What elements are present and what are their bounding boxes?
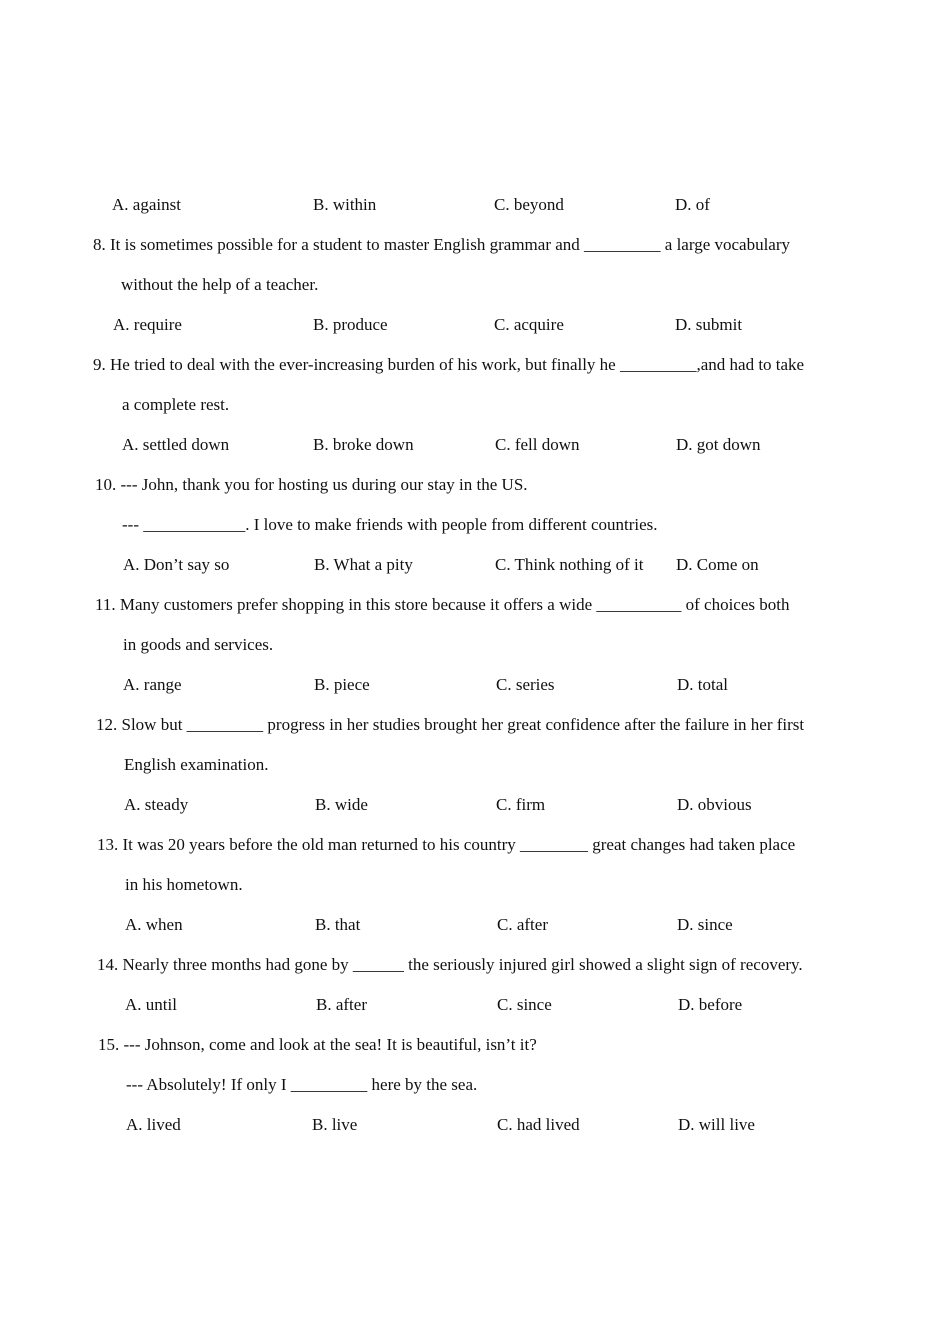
q14-stem: 14. Nearly three months had gone by ______ the seriously injured girl showed a slight sign of recovery.	[97, 955, 803, 974]
q11-option-a: A. range	[123, 675, 182, 694]
q13-option-b: B. that	[315, 915, 361, 934]
q13-option-c: C. after	[497, 915, 548, 934]
q13-stem: 13. It was 20 years before the old man returned to his country ________ great changes had taken place	[97, 835, 796, 854]
q8-stem-continued: without the help of a teacher.	[121, 275, 319, 294]
q14-option-b: B. after	[316, 995, 367, 1014]
q15-stem-continued: --- Absolutely! If only I _________ here by the sea.	[126, 1075, 478, 1094]
q15-option-b: B. live	[312, 1115, 358, 1134]
q10-stem-continued: --- ____________. I love to make friends with people from different countries.	[122, 515, 658, 534]
q12-stem-continued: English examination.	[124, 755, 269, 774]
q15-stem: 15. --- Johnson, come and look at the sea! It is beautiful, isn’t it?	[98, 1035, 537, 1054]
q9-stem: 9. He tried to deal with the ever-increasing burden of his work, but finally he _________,and had to take	[93, 355, 805, 374]
q8-stem: 8. It is sometimes possible for a student to master English grammar and _________ a large vocabulary	[93, 235, 791, 254]
q10-options	[0, 555, 950, 575]
q12-option-d: D. obvious	[677, 795, 752, 814]
q14-options	[0, 995, 950, 1015]
q7-option-b: B. within	[313, 195, 377, 214]
q8-options	[0, 315, 950, 335]
q7-option-a: A. against	[112, 195, 181, 214]
q7-option-d: D. of	[675, 195, 710, 214]
q11-stem-continued: in goods and services.	[123, 635, 274, 654]
q14-option-a: A. until	[125, 995, 177, 1014]
q10-option-a: A. Don’t say so	[123, 555, 230, 574]
q12-options	[0, 795, 950, 815]
q13-option-a: A. when	[125, 915, 183, 934]
q11-option-b: B. piece	[314, 675, 370, 694]
q8-option-d: D. submit	[675, 315, 743, 334]
q15-option-c: C. had lived	[497, 1115, 580, 1134]
q9-option-b: B. broke down	[313, 435, 414, 454]
q9-stem-continued: a complete rest.	[122, 395, 230, 414]
q9-option-a: A. settled down	[122, 435, 230, 454]
q13-stem-continued: in his hometown.	[125, 875, 243, 894]
q9-option-c: C. fell down	[495, 435, 580, 454]
q8-option-a: A. require	[113, 315, 182, 334]
q11-option-d: D. total	[677, 675, 728, 694]
q13-option-d: D. since	[677, 915, 733, 934]
q10-stem: 10. --- John, thank you for hosting us during our stay in the US.	[95, 475, 528, 494]
q13-options	[0, 915, 950, 935]
q12-option-c: C. firm	[496, 795, 546, 814]
q12-stem: 12. Slow but _________ progress in her studies brought her great confidence after the failure in her first	[96, 715, 805, 734]
q11-stem: 11. Many customers prefer shopping in this store because it offers a wide __________ of choices both	[95, 595, 790, 614]
q7-option-c: C. beyond	[494, 195, 564, 214]
q12-option-a: A. steady	[124, 795, 189, 814]
q12-option-b: B. wide	[315, 795, 368, 814]
q15-option-d: D. will live	[678, 1115, 755, 1134]
q14-option-d: D. before	[678, 995, 743, 1014]
q15-option-a: A. lived	[126, 1115, 181, 1134]
q8-option-b: B. produce	[313, 315, 388, 334]
q9-option-d: D. got down	[676, 435, 761, 454]
q15-options	[0, 1115, 950, 1135]
q14-option-c: C. since	[497, 995, 552, 1014]
q7-options	[0, 195, 950, 215]
q10-option-b: B. What a pity	[314, 555, 413, 574]
q9-options	[0, 435, 950, 455]
q8-option-c: C. acquire	[494, 315, 564, 334]
q10-option-c: C. Think nothing of it	[495, 555, 644, 574]
q11-options	[0, 675, 950, 695]
q11-option-c: C. series	[496, 675, 555, 694]
q10-option-d: D. Come on	[676, 555, 759, 574]
